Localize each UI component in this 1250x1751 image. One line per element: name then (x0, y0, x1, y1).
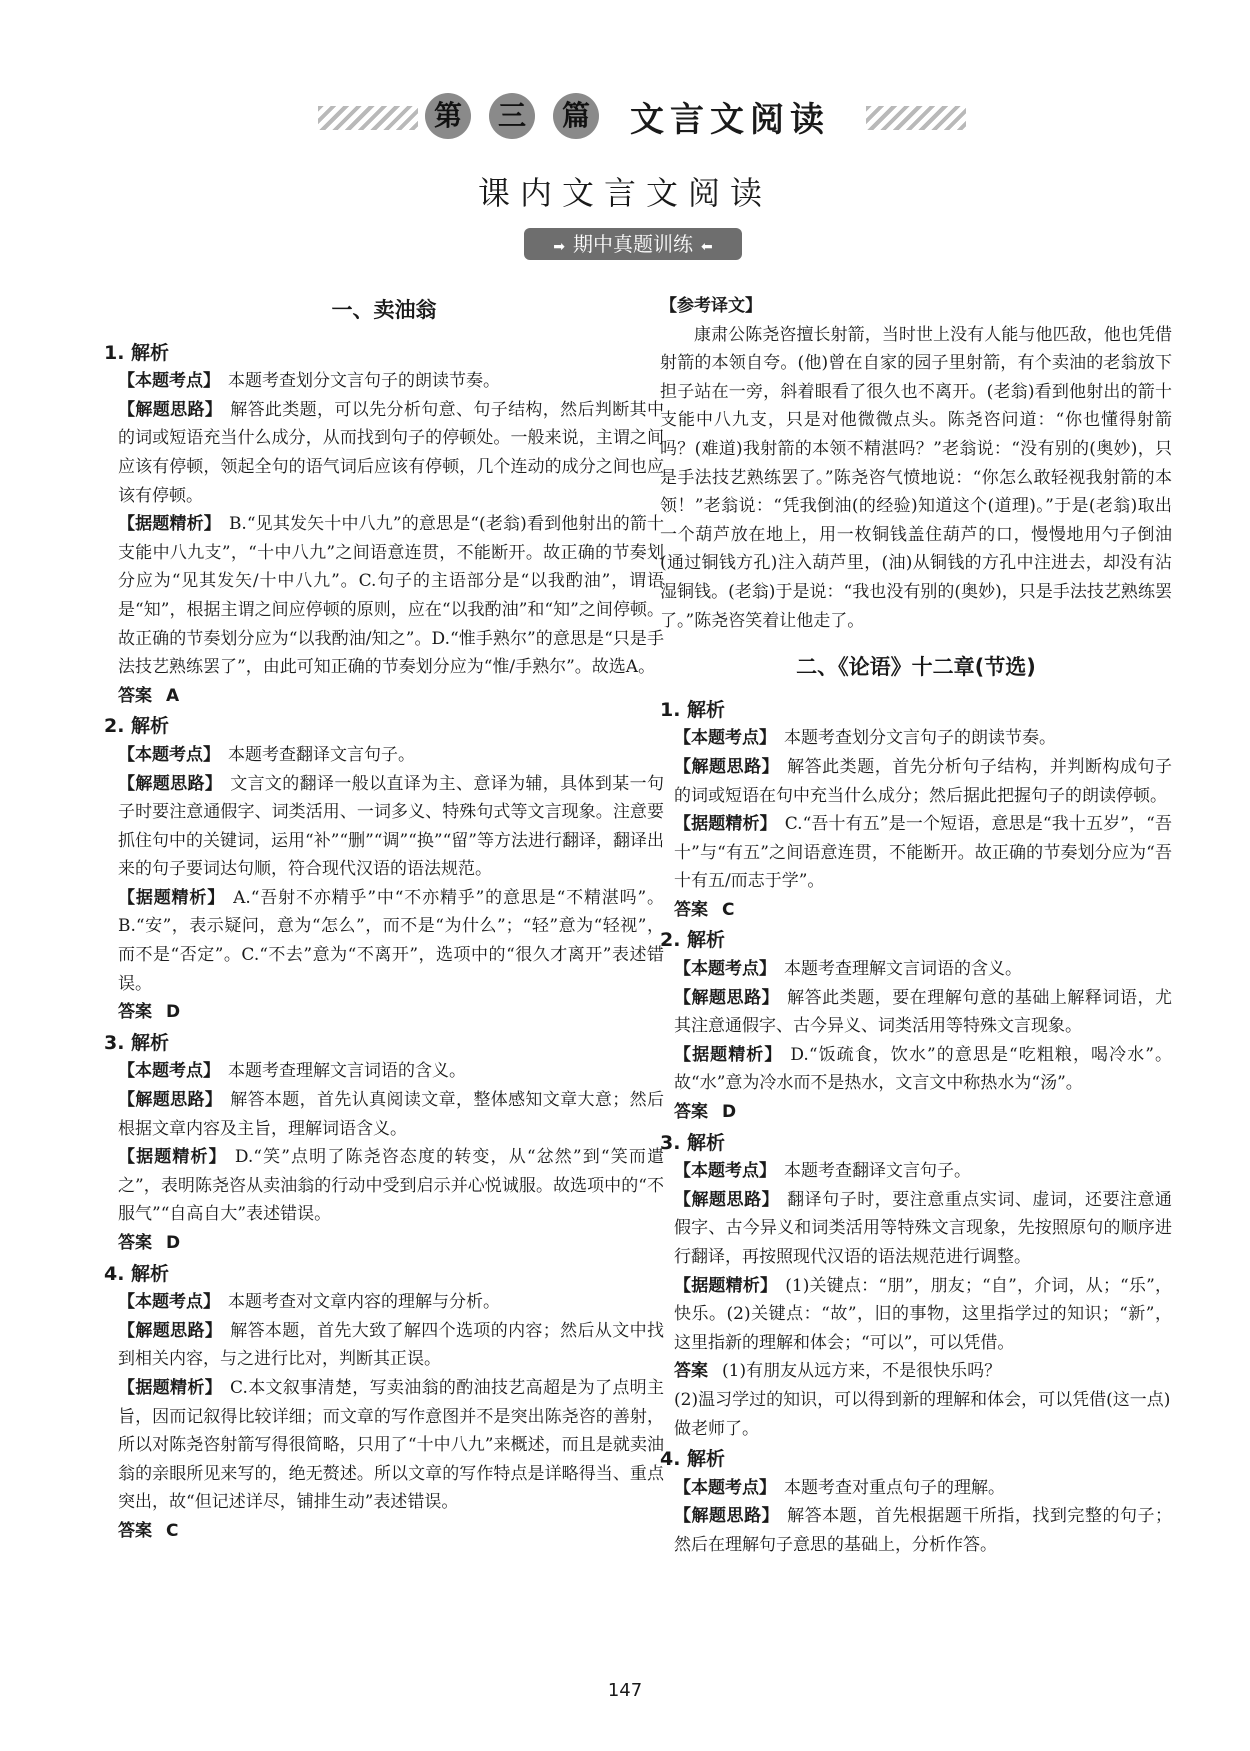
reference-translation-tag: 【参考译文】 (660, 296, 762, 316)
analysis-tag: 【据题精析】 (674, 1275, 778, 1296)
analysis-tag: 【据题精析】 (674, 1044, 783, 1065)
analysis-text: 解答本题，首先根据题干所指，找到完整的句子；然后在理解句子意思的基础上，分析作答。 (674, 1506, 1173, 1555)
analysis-text: A.“吾射不亦精乎”中“不亦精乎”的意思是“不精湛吗”。B.“安”，表示疑问，意为“怎么”，而不是“为什么”；“轻”意为“轻视”，而不是“否定”。C.“不去”意为“不离开”，选项中的“很久才离开”表述错误。 (118, 887, 665, 994)
analysis-tag: 【本题考点】 (674, 959, 776, 980)
analysis-tag: 【本题考点】 (118, 1292, 220, 1313)
analysis-text: D.“笑”点明了陈尧咨态度的转变，从“忿然”到“笑而遣之”，表明陈尧咨从卖油翁的行动中受到启示并心悦诚服。故选项中的“不服气”“自高自大”表述错误。 (118, 1147, 664, 1225)
answer-line (104, 1229, 664, 1258)
analysis-tag: 【本题考点】 (674, 1161, 776, 1182)
answer-line (104, 682, 664, 711)
analysis-tag: 【本题考点】 (674, 1477, 776, 1498)
answer-label: 答案 (118, 685, 152, 706)
analysis-point (660, 955, 1172, 984)
analysis-point (660, 1157, 1172, 1186)
question-heading: 2. 解析 (660, 929, 726, 952)
answer-value: D (722, 1102, 737, 1123)
analysis-tag: 【据题精析】 (118, 1377, 223, 1398)
analysis-tag: 【解题思路】 (118, 773, 223, 794)
analysis-tag: 【本题考点】 (118, 1061, 220, 1082)
analysis-text: D.“饭疏食，饮水”的意思是“吃粗粮，喝冷水”。故“水”意为冷水而不是热水，文言文中称热水为“汤”。 (674, 1044, 1172, 1094)
analysis-tag: 【解题思路】 (118, 399, 223, 420)
decorative-stripes-right (866, 106, 966, 130)
answer-label: 答案 (674, 1102, 708, 1123)
badge-label: 期中真题训练 (573, 232, 693, 256)
analysis-text: 解答此类题，首先分析句子结构，并判断构成句子的词或短语在句中充当什么成分；然后据此把握句子的朗读停顿。 (674, 756, 1173, 806)
analysis-text: 解答此类题，要在理解句意的基础上解释词语，尤其注意通假字、古今异义、词类活用等特殊文言现象。 (674, 987, 1173, 1037)
analysis-text: 本题考查翻译文言句子。 (784, 1161, 971, 1182)
answer-value: C (722, 899, 735, 920)
analysis-tag: 【据题精析】 (118, 514, 221, 535)
analysis-detail (660, 1041, 1172, 1098)
question-heading: 3. 解析 (660, 1131, 726, 1154)
analysis-tag: 【解题思路】 (674, 1506, 780, 1527)
analysis-text: 解答本题，首先大致了解四个选项的内容；然后从文中找到相关内容，与之进行比对，判断其正误。 (118, 1320, 665, 1370)
analysis-text: 翻译句子时，要注意重点实词、虚词，还要注意通假字、古今异义和词类活用等特殊文言现象，先按照原句的顺序进行翻译，再按照现代汉语的语法规范进行调整。 (674, 1189, 1173, 1267)
analysis-tag: 【解题思路】 (118, 1320, 223, 1341)
chapter-header (0, 88, 1250, 148)
analysis-text: 文言文的翻译一般以直译为主、意译为辅，具体到某一句子时要注意通假字、词类活用、一词多义、特殊句式等文言现象。注意要抓住句中的关键词，运用“补”“删”“调”“换”“留”等方法进行翻译，翻译出来的句子要词达句顺，符合现代汉语的语法规范。 (118, 773, 665, 880)
analysis-text: 解答本题，首先认真阅读文章，整体感知文章大意；然后根据文章内容及主旨，理解词语含义。 (118, 1090, 665, 1139)
chapter-title: 文言文阅读 (630, 100, 830, 140)
question-heading: 1. 解析 (104, 341, 170, 364)
section-title: 一、卖油翁 (331, 298, 437, 322)
chapter-char-circle: 三 (489, 93, 535, 139)
analysis-text: C.本文叙事清楚，写卖油翁的酌油技艺高超是为了点明主旨，因而记叙得比较详细；而文章的写作意图并不是突出陈尧咨的善射，所以对陈尧咨射箭写得很简略，只用了“十中八九”来概述，而且是就卖油翁的亲眼所见来写的，绝无赘述。所以文章的写作特点是详略得当、重点突出，故“但记述详尽，铺排生动”表述错误。 (118, 1377, 665, 1513)
analysis-approach (660, 984, 1172, 1041)
answer-value: D (166, 1002, 181, 1023)
answer-value: C (166, 1520, 179, 1541)
analysis-tag: 【据题精析】 (674, 814, 777, 835)
analysis-detail (104, 884, 664, 998)
question-heading: 4. 解析 (104, 1262, 170, 1285)
question-heading: 2. 解析 (104, 715, 170, 738)
analysis-text: 本题考查翻译文言句子。 (228, 744, 415, 765)
analysis-point (104, 1288, 664, 1317)
section-title: 二、《论语》十二章(节选) (796, 655, 1036, 680)
analysis-point (104, 1057, 664, 1086)
analysis-point (660, 724, 1172, 753)
analysis-text: 本题考查理解文言词语的含义。 (228, 1061, 466, 1082)
analysis-tag: 【本题考点】 (674, 728, 776, 749)
answer-label: 答案 (118, 1002, 152, 1023)
analysis-point (660, 1474, 1172, 1503)
analysis-approach (104, 1086, 664, 1143)
decorative-stripes-left (318, 106, 418, 130)
answer-value: (2)温习学过的知识，可以得到新的理解和体会，可以凭借(这一点)做老师了。 (674, 1389, 1171, 1439)
arrow-left-icon: ⬅ (701, 239, 713, 255)
training-badge (524, 228, 742, 260)
analysis-approach (104, 1317, 664, 1374)
analysis-tag: 【本题考点】 (118, 744, 220, 765)
arrow-right-icon: ➡ (553, 239, 565, 255)
answer-label: 答案 (674, 899, 708, 920)
analysis-approach (104, 396, 664, 510)
question-heading: 4. 解析 (660, 1448, 726, 1471)
analysis-tag: 【解题思路】 (118, 1090, 223, 1111)
left-column (104, 292, 664, 1546)
section-subtitle: 课内文言文阅读 (477, 174, 772, 212)
analysis-detail (104, 1143, 664, 1229)
analysis-approach (660, 753, 1172, 810)
answer-line (104, 998, 664, 1027)
analysis-text: 本题考查划分文言句子的朗读节奏。 (228, 371, 500, 392)
analysis-text: B.“见其发矢十中八九”的意思是“(老翁)看到他射出的箭十支能中八九支”，“十中八九”之间语意连贯，不能断开。故正确的节奏划分应为“见其发矢/十中八九”。C.句子的主语部分是“以我酌油”，谓语是“知”，根据主谓之间应停顿的原则，应在“以我酌油”和“知”之间停顿。故正确的节奏划分应为“以我酌油/知之”。D.“惟手熟尔”的意思是“只是手法技艺熟练罢了”，由此可知正确的节奏划分应为“惟/手熟尔”。故选A。 (118, 514, 665, 678)
analysis-text: (1)关键点：“朋”，朋友；“自”，介词，从；“乐”，快乐。(2)关键点：“故”，旧的事物，这里指学过的知识；“新”，这里指新的理解和体会；“可以”，可以凭借。 (674, 1275, 1173, 1353)
page-number: 147 (607, 1680, 643, 1701)
answer-line (104, 1517, 664, 1546)
analysis-text: 本题考查理解文言词语的含义。 (784, 959, 1022, 980)
analysis-point (104, 741, 664, 770)
answer-line (660, 896, 1172, 925)
analysis-approach (104, 770, 664, 884)
question-heading: 3. 解析 (104, 1031, 170, 1054)
analysis-tag: 【解题思路】 (674, 756, 780, 777)
analysis-text: 解答此类题，可以先分析句意、句子结构，然后判断其中的词或短语充当什么成分，从而找到句子的停顿处。一般来说，主谓之间应该有停顿，领起全句的语气词后应该有停顿，几个连动的成分之间也应该有停顿。 (118, 399, 665, 506)
chapter-char-circle: 篇 (553, 93, 599, 139)
analysis-approach (660, 1186, 1172, 1272)
right-column (660, 292, 1172, 1560)
analysis-detail (104, 510, 664, 682)
analysis-tag: 【本题考点】 (118, 371, 220, 392)
analysis-point (104, 367, 664, 396)
analysis-detail (660, 1272, 1172, 1358)
answer-line (660, 1357, 1172, 1386)
analysis-detail (660, 810, 1172, 896)
question-heading: 1. 解析 (660, 698, 726, 721)
answer-label: 答案 (118, 1233, 152, 1253)
answer-label: 答案 (674, 1361, 708, 1382)
analysis-text: C.“吾十有五”是一个短语，意思是“我十五岁”，“吾十”与“有五”之间语意连贯，不能断开。故正确的节奏划分应为“吾十有五/而志于学”。 (674, 814, 1173, 892)
analysis-text: 本题考查对重点句子的理解。 (784, 1477, 1005, 1498)
analysis-tag: 【据题精析】 (118, 887, 226, 908)
analysis-detail (104, 1374, 664, 1517)
analysis-text: 本题考查划分文言句子的朗读节奏。 (784, 728, 1056, 749)
answer-value: A (166, 685, 180, 706)
answer-line (660, 1098, 1172, 1127)
answer-label: 答案 (118, 1520, 152, 1541)
analysis-tag: 【解题思路】 (674, 1189, 780, 1210)
analysis-approach (660, 1502, 1172, 1559)
analysis-tag: 【据题精析】 (118, 1147, 227, 1168)
answer-value: (1)有朋友从远方来，不是很快乐吗？ (722, 1361, 1002, 1382)
chapter-char-circle: 第 (425, 93, 471, 139)
reference-translation-text: 康肃公陈尧咨擅长射箭，当时世上没有人能与他匹敌，他也凭借射箭的本领自夸。(他)曾在自家的园子里射箭，有个卖油的老翁放下担子站在一旁，斜着眼看了很久也不离开。(老翁)看到他射出的箭十支能中八九支，只是对他微微点头。陈尧咨问道：“你也懂得射箭吗？(难道)我射箭的本领不精湛吗？”老翁说：“没有别的(奥妙)，只是手法技艺熟练罢了。”陈尧咨气愤地说：“你怎么敢轻视我射箭的本领！”老翁说：“凭我倒油(的经验)知道这个(道理)。”于是(老翁)取出一个葫芦放在地上，用一枚铜钱盖住葫芦的口，慢慢地用勺子倒油(通过铜钱方孔)注入葫芦里，(油)从铜钱的方孔中注进去，却没有沾湿铜钱。(老翁)于是说：“我也没有别的(奥妙)，只是手法技艺熟练罢了。”陈尧咨笑着让他走了。 (660, 324, 1172, 631)
analysis-text: 本题考查对文章内容的理解与分析。 (228, 1292, 500, 1313)
analysis-tag: 【解题思路】 (674, 987, 780, 1008)
answer-value: D (166, 1233, 181, 1253)
